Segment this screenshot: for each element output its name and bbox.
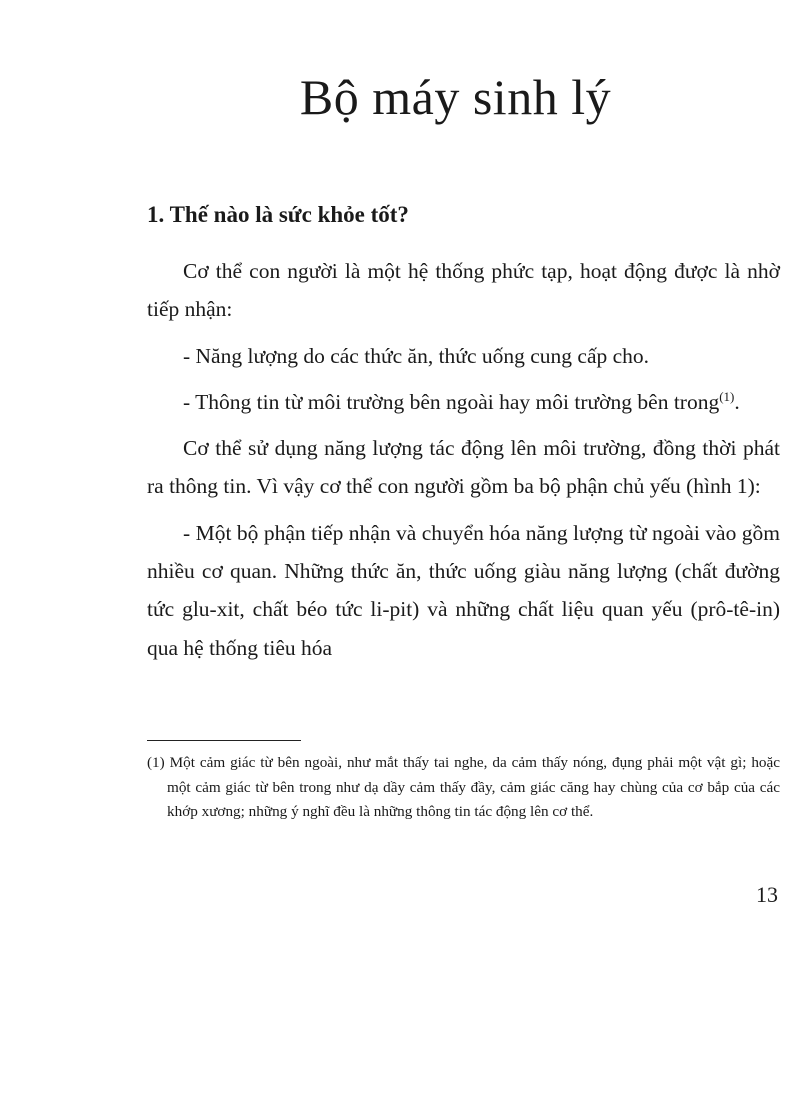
footnote-reference: (1)	[719, 388, 735, 404]
paragraph-intro: Cơ thể con người là một hệ thống phức tạp, hoạt động được là nhờ tiếp nhận:	[147, 259, 780, 322]
footnote-divider	[147, 740, 301, 741]
chapter-title: Bộ máy sinh lý	[299, 69, 612, 125]
footnote: (1) Một cảm giác từ bên ngoài, như mắt thấy tai nghe, da cảm thấy nóng, đụng phải một vật gì; hoặc một cảm giác từ bên trong như dạ dầy cảm thấy đầy, cảm giác căng hay chùng của cơ bắp của các khớp xương; những ý nghĩ đều là những thông tin tác động lên cơ thể.	[147, 754, 780, 820]
paragraph-information-text: - Thông tin từ môi trường bên ngoài hay môi trường bên trong	[183, 389, 720, 414]
footnote-reference-period: .	[734, 389, 740, 414]
paragraph-digestion: - Một bộ phận tiếp nhận và chuyển hóa năng lượng từ ngoài vào gồm nhiều cơ quan. Những thức ăn, thức uống giàu năng lượng (chất đường tức glu-xit, chất béo tức li-pit) và những chất liệu quan yếu (prô-tê-in) qua hệ thống tiêu hóa	[147, 520, 780, 660]
paragraph-information	[147, 383, 780, 421]
paragraph-energy: - Năng lượng do các thức ăn, thức uống cung cấp cho.	[183, 343, 650, 368]
paragraph-body-parts: Cơ thể sử dụng năng lượng tác động lên môi trường, đồng thời phát ra thông tin. Vì vậy cơ thể con người gồm ba bộ phận chủ yếu (hình 1):	[147, 436, 780, 499]
section-heading: 1. Thế nào là sức khỏe tốt?	[147, 202, 409, 227]
body-text	[147, 252, 780, 667]
page-number: 13	[756, 882, 778, 907]
